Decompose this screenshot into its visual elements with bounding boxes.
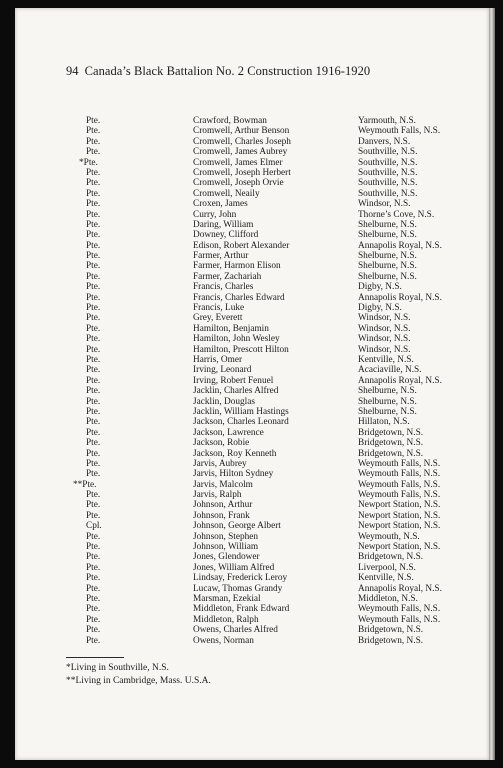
roster-row [0,636,503,646]
footnote-rule [66,657,124,658]
soldier-name: Hamilton, Benjamin [193,323,269,334]
roster-row [0,365,503,375]
soldier-name: Francis, Charles [193,282,254,293]
roster-list [0,116,503,646]
soldier-name: Irving, Robert Fenuel [193,375,274,386]
hometown: Weymouth Falls, N.S. [358,604,441,615]
soldier-name: Downey, Clifford [193,230,259,241]
roster-row [0,334,503,344]
soldier-name: Jarvis, Ralph [193,490,242,501]
rank: Pte. [86,510,101,521]
hometown: Newport Station, N.S. [358,500,441,511]
roster-row [0,417,503,427]
roster-row [0,189,503,199]
soldier-name: Lucaw, Thomas Grandy [193,583,283,594]
roster-row [0,500,503,510]
hometown: Bridgetown, N.S. [358,438,424,449]
soldier-name: Jarvis, Aubrey [193,458,247,469]
rank: Pte. [86,240,101,251]
rank: Pte. [86,625,101,636]
rank: Pte. [86,261,101,272]
rank: Pte. [86,167,101,178]
hometown: Shelburne, N.S. [358,230,417,241]
soldier-name: Jarvis, Hilton Sydney [193,469,274,480]
roster-row [0,355,503,365]
rank: *Pte. [79,157,98,168]
roster-row [0,521,503,531]
roster-row [0,199,503,209]
soldier-name: Owens, Charles Alfred [193,625,278,636]
hometown: Weymouth Falls, N.S. [358,469,441,480]
book-title: Canada’s Black Battalion No. 2 Construction 1916-1920 [84,64,371,78]
rank: Pte. [86,188,101,199]
roster-row [0,490,503,500]
hometown: Newport Station, N.S. [358,510,441,521]
roster-row [0,428,503,438]
soldier-name: Owens, Norman [193,635,254,646]
rank: Pte. [86,604,101,615]
rank: Pte. [86,448,101,459]
soldier-name: Jacklin, William Hastings [193,406,289,417]
roster-row [0,584,503,594]
roster-row [0,604,503,614]
soldier-name: Edison, Robert Alexander [193,240,290,251]
soldier-name: Cromwell, Joseph Orvie [193,178,284,189]
rank: Pte. [86,458,101,469]
hometown: Digby, N.S. [358,303,402,314]
roster-row [0,345,503,355]
soldier-name: Farmer, Arthur [193,251,249,262]
soldier-name: Cromwell, Arthur Benson [193,126,290,137]
roster-row [0,480,503,490]
roster-row [0,532,503,542]
hometown: Newport Station, N.S. [358,521,441,532]
roster-row [0,241,503,251]
hometown: Windsor, N.S. [358,323,411,334]
hometown: Annapolis Royal, N.S. [358,240,442,251]
soldier-name: Jacklin, Charles Alfred [193,386,279,397]
roster-row [0,230,503,240]
soldier-name: Cromwell, James Elmer [193,157,283,168]
soldier-name: Middleton, Ralph [193,614,259,625]
hometown: Weymouth, N.S. [358,531,420,542]
hometown: Danvers, N.S. [358,136,411,147]
hometown: Windsor, N.S. [358,344,411,355]
soldier-name: Jackson, Robie [193,438,250,449]
hometown: Shelburne, N.S. [358,251,417,262]
roster-row [0,158,503,168]
soldier-name: Johnson, George Albert [193,521,281,532]
roster-row [0,313,503,323]
rank: Pte. [86,562,101,573]
roster-row [0,615,503,625]
rank: Pte. [86,219,101,230]
hometown: Southville, N.S. [358,178,418,189]
soldier-name: Francis, Charles Edward [193,292,285,303]
hometown: Acaciaville, N.S. [358,365,422,376]
hometown: Shelburne, N.S. [358,396,417,407]
roster-row [0,282,503,292]
rank: Pte. [86,230,101,241]
rank: Cpl. [86,521,102,532]
hometown: Weymouth Falls, N.S. [358,614,441,625]
roster-row [0,397,503,407]
roster-row [0,220,503,230]
rank: Pte. [86,199,101,210]
roster-row [0,469,503,479]
hometown: Southville, N.S. [358,167,418,178]
hometown: Annapolis Royal, N.S. [358,292,442,303]
roster-row [0,137,503,147]
roster-row [0,251,503,261]
hometown: Weymouth Falls, N.S. [358,458,441,469]
roster-row [0,573,503,583]
roster-row [0,116,503,126]
roster-row [0,324,503,334]
hometown: Weymouth Falls, N.S. [358,490,441,501]
rank: Pte. [86,375,101,386]
rank: Pte. [86,490,101,501]
rank: Pte. [86,116,101,126]
roster-row [0,376,503,386]
soldier-name: Hamilton, Prescott Hilton [193,344,289,355]
rank: Pte. [86,313,101,324]
roster-row [0,625,503,635]
hometown: Shelburne, N.S. [358,386,417,397]
hometown: Newport Station, N.S. [358,542,441,553]
rank: Pte. [86,126,101,137]
roster-row [0,552,503,562]
hometown: Bridgetown, N.S. [358,552,424,563]
soldier-name: Farmer, Zachariah [193,271,262,282]
soldier-name: Johnson, Frank [193,510,250,521]
hometown: Southville, N.S. [358,147,418,158]
roster-row [0,459,503,469]
soldier-name: Irving, Leonard [193,365,252,376]
roster-row [0,438,503,448]
roster-row [0,407,503,417]
rank: Pte. [86,593,101,604]
rank: Pte. [86,303,101,314]
soldier-name: Curry, John [193,209,237,220]
hometown: Kentville, N.S. [358,573,414,584]
roster-row [0,511,503,521]
roster-row [0,449,503,459]
roster-row [0,563,503,573]
hometown: Shelburne, N.S. [358,406,417,417]
rank: Pte. [86,396,101,407]
hometown: Yarmouth, N.S. [358,116,416,126]
rank: Pte. [86,583,101,594]
hometown: Weymouth Falls, N.S. [358,126,441,137]
hometown: Annapolis Royal, N.S. [358,375,442,386]
rank: Pte. [86,354,101,365]
soldier-name: Middleton, Frank Edward [193,604,290,615]
soldier-name: Jackson, Lawrence [193,427,264,438]
rank: Pte. [86,251,101,262]
roster-row [0,147,503,157]
hometown: Windsor, N.S. [358,334,411,345]
hometown: Bridgetown, N.S. [358,427,424,438]
soldier-name: Crawford, Bowman [193,116,267,126]
rank: Pte. [86,178,101,189]
hometown: Kentville, N.S. [358,354,414,365]
rank: Pte. [86,500,101,511]
rank: Pte. [86,209,101,220]
rank: Pte. [86,136,101,147]
soldier-name: Daring, William [193,219,254,230]
rank: Pte. [86,531,101,542]
rank: Pte. [86,614,101,625]
rank: Pte. [86,147,101,158]
hometown: Bridgetown, N.S. [358,448,424,459]
soldier-name: Grey, Everett [193,313,243,324]
soldier-name: Jacklin, Douglas [193,396,255,407]
soldier-name: Lindsay, Frederick Leroy [193,573,288,584]
rank: Pte. [86,542,101,553]
hometown: Southville, N.S. [358,157,418,168]
rank: Pte. [86,469,101,480]
page-number: 94 [66,64,79,78]
soldier-name: Marsman, Ezekial [193,593,261,604]
hometown: Windsor, N.S. [358,199,411,210]
rank: Pte. [86,406,101,417]
soldier-name: Cromwell, Joseph Herbert [193,167,291,178]
rank: Pte. [86,334,101,345]
rank: Pte. [86,271,101,282]
soldier-name: Jones, Glendower [193,552,260,563]
roster-row [0,261,503,271]
hometown: Digby, N.S. [358,282,402,293]
soldier-name: Johnson, Stephen [193,531,259,542]
roster-row [0,594,503,604]
rank: Pte. [86,552,101,563]
soldier-name: Cromwell, James Aubrey [193,147,288,158]
rank: **Pte. [73,479,97,490]
hometown: Shelburne, N.S. [358,219,417,230]
soldier-name: Jones, William Alfred [193,562,275,573]
rank: Pte. [86,365,101,376]
hometown: Shelburne, N.S. [358,261,417,272]
rank: Pte. [86,282,101,293]
soldier-name: Croxen, James [193,199,248,210]
rank: Pte. [86,344,101,355]
hometown: Hillaton, N.S. [358,417,410,428]
hometown: Middleton, N.S. [358,593,418,604]
hometown: Shelburne, N.S. [358,271,417,282]
soldier-name: Farmer, Harmon Elison [193,261,281,272]
hometown: Annapolis Royal, N.S. [358,583,442,594]
running-header [66,64,370,79]
footnote-double-asterisk: **Living in Cambridge, Mass. U.S.A. [66,676,211,686]
soldier-name: Jackson, Roy Kenneth [193,448,277,459]
soldier-name: Johnson, Arthur [193,500,253,511]
soldier-name: Jackson, Charles Leonard [193,417,289,428]
rank: Pte. [86,417,101,428]
soldier-name: Cromwell, Charles Joseph [193,136,291,147]
hometown: Bridgetown, N.S. [358,635,424,646]
soldier-name: Cromwell, Neaily [193,188,260,199]
rank: Pte. [86,292,101,303]
roster-row [0,386,503,396]
soldier-name: Francis, Luke [193,303,245,314]
roster-row [0,126,503,136]
hometown: Weymouth Falls, N.S. [358,479,441,490]
roster-row [0,293,503,303]
rank: Pte. [86,635,101,646]
roster-row [0,168,503,178]
soldier-name: Hamilton, John Wesley [193,334,280,345]
roster-row [0,542,503,552]
hometown: Southville, N.S. [358,188,418,199]
soldier-name: Jarvis, Malcolm [193,479,253,490]
soldier-name: Harris, Omer [193,354,243,365]
roster-row [0,210,503,220]
rank: Pte. [86,573,101,584]
roster-row [0,272,503,282]
hometown: Thorne’s Cove, N.S. [358,209,435,220]
roster-row [0,178,503,188]
rank: Pte. [86,427,101,438]
footnote-single-asterisk: *Living in Southville, N.S. [66,663,169,673]
hometown: Bridgetown, N.S. [358,625,424,636]
roster-row [0,303,503,313]
hometown: Liverpool, N.S. [358,562,416,573]
hometown: Windsor, N.S. [358,313,411,324]
rank: Pte. [86,323,101,334]
soldier-name: Johnson, William [193,542,259,553]
rank: Pte. [86,438,101,449]
rank: Pte. [86,386,101,397]
